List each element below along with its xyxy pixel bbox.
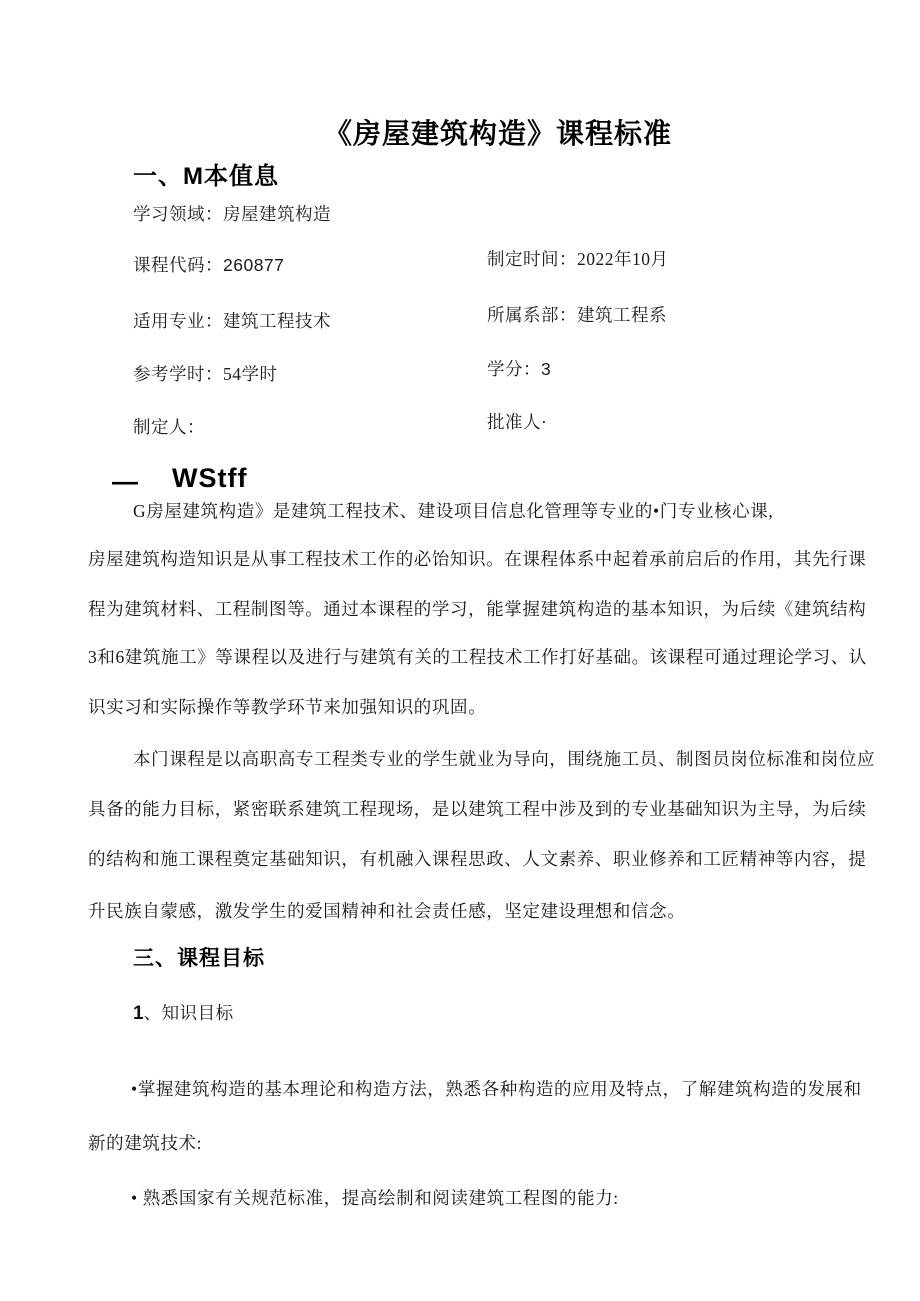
field-value: 建筑工程系 <box>577 305 667 325</box>
field-course-code <box>133 252 284 277</box>
paragraph-line: 的结构和施工课程奠定基础知识，有机融入课程思政、人文素养、职业修养和工匠精神等内容，提 <box>88 849 867 869</box>
bullet-item-line: • 熟悉国家有关规范标准，提高绘制和阅读建筑工程图的能力: <box>131 1188 619 1208</box>
section-course-goals-heading: 三、课程目标 <box>133 947 265 970</box>
subheading-text: 、知识目标 <box>143 1003 234 1023</box>
field-hours <box>133 361 278 386</box>
field-label: 所属系部： <box>487 305 577 325</box>
page-title: 《房屋建筑构造》课程标准 <box>323 118 672 149</box>
field-approver <box>487 409 547 434</box>
paragraph-line: 房屋建筑构造知识是从事工程技术工作的必饴知识。在课程体系中起着承前启后的作用，其先行课 <box>88 549 867 569</box>
knowledge-goal-subheading <box>133 1000 234 1025</box>
subheading-number: 1 <box>133 1003 144 1024</box>
field-value: 2022年10月 <box>577 249 669 269</box>
field-author <box>133 414 205 439</box>
field-major <box>133 308 331 333</box>
field-label: 适用专业： <box>133 311 223 331</box>
field-label: 课程代码： <box>133 255 223 275</box>
paragraph-line: 3和6建筑施工》等课程以及进行与建筑有关的工程技术工作打好基础。该课程可通过理论学习、认 <box>88 647 867 667</box>
field-credits <box>487 356 551 381</box>
field-value: 3 <box>541 359 552 379</box>
field-learning-domain <box>133 201 331 226</box>
field-label: 参考学时： <box>133 364 223 384</box>
field-label: 制定时间： <box>487 249 577 269</box>
field-label: 批准人· <box>487 412 548 432</box>
section-two-heading <box>110 460 530 490</box>
field-value: 260877 <box>223 255 285 275</box>
field-value: 建筑工程技术 <box>223 311 331 331</box>
field-department <box>487 302 667 327</box>
bullet-item-line: •掌握建筑构造的基本理论和构造方法，熟悉各种构造的应用及特点，了解建筑构造的发展和 <box>131 1079 862 1099</box>
paragraph-line: 升民族自蒙感，激发学生的爱国精神和社会责任感，坚定建设理想和信念。 <box>88 901 686 921</box>
paragraph-line: G房屋建筑构造》是建筑工程技术、建设项目信息化管理等专业的•门专业核心课, <box>133 501 774 521</box>
field-label: 制定人： <box>133 417 205 437</box>
paragraph-line: 识实习和实际操作等教学环节来加强知识的巩固。 <box>88 697 487 717</box>
field-value: 54学时 <box>223 364 278 384</box>
bullet-item-line: 新的建筑技术: <box>88 1133 203 1153</box>
field-label: 学习领域： <box>133 204 223 224</box>
heading-dash: — <box>112 466 138 490</box>
paragraph-line: 程为建筑材料、工程制图等。通过本课程的学习，能掌握建筑构造的基本知识，为后续《建筑结构 <box>88 599 867 619</box>
paragraph-line: 本门课程是以高职高专工程类专业的学生就业为导向，围绕施工员、制图员岗位标准和岗位应 <box>133 749 876 769</box>
paragraph-line: 具备的能力目标，紧密联系建筑工程现场，是以建筑工程中涉及到的专业基础知识为主导，为后续 <box>88 799 867 819</box>
heading-garbled-text: WStff <box>172 463 248 490</box>
field-date <box>487 246 669 271</box>
section-basic-info-heading: 一、M本值息 <box>133 163 279 190</box>
field-label: 学分： <box>487 359 541 379</box>
field-value: 房屋建筑构造 <box>223 204 331 224</box>
